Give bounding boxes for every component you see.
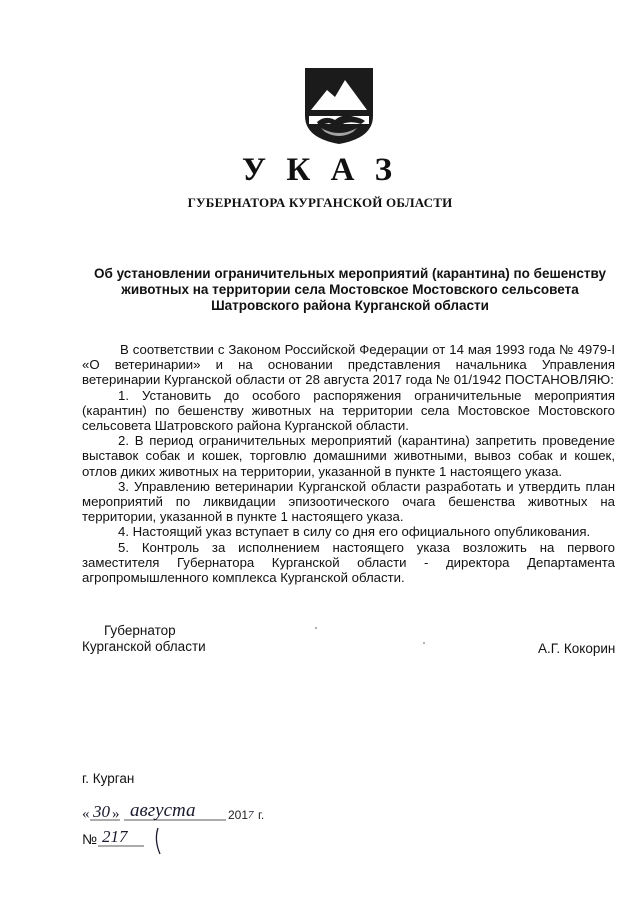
coat-of-arms-emblem — [303, 66, 375, 146]
clause-4: 4. Настоящий указ вступает в силу со дня его официального опубликования. — [118, 524, 591, 540]
date-day-handwritten: 30 — [93, 802, 110, 821]
issue-date — [82, 796, 302, 826]
heading-line: животных на территории села Мостовское Мостовского сельсовета — [121, 282, 579, 297]
signatory-position — [82, 623, 206, 655]
handwritten-stroke — [156, 828, 160, 854]
scan-speck — [315, 627, 317, 629]
scan-speck — [423, 642, 425, 644]
document-title: У К А З — [241, 152, 399, 188]
clause-1: 1. Установить до особого распоряжения ограничительные мероприятия (карантин) по бешенству животных на территории села Мостовское Мостовского сельсовета Шатровского района Курганской области. — [82, 387, 615, 434]
number-handwritten: 217 — [102, 827, 128, 846]
clause-5: 5. Контроль за исполнением настоящего указа возложить на первого заместителя Губернатора Курганской области - директора Департамента агропромышленного комплекса Курганской области. — [82, 539, 615, 586]
signatory-region: Курганской области — [82, 639, 206, 654]
date-close-quote: » — [112, 806, 120, 822]
date-month-handwritten: августа — [130, 800, 196, 821]
date-year-printed: 201 — [228, 808, 249, 822]
heading-line: Шатровского района Курганской области — [211, 298, 489, 313]
document-issuer: ГУБЕРНАТОРА КУРГАНСКОЙ ОБЛАСТИ — [187, 195, 453, 210]
date-open-quote: « — [82, 806, 90, 822]
clause-3: 3. Управлению ветеринарии Курганской области разработать и утвердить план мероприятий по ликвидации эпизоотического очага бешенства животных на территории, указанной в пункте 1 настоящего указа. — [82, 478, 615, 525]
document-body — [82, 342, 615, 585]
clause-2: 2. В период ограничительных мероприятий (карантина) запретить проведение выставок собак и кошек, торговлю домашними животными, вывоз собак и кошек, отлов диких животных на территории, указанной в пункте 1 настоящего указа. — [82, 433, 615, 479]
preamble-paragraph: В соответствии с Законом Российской Федерации от 14 мая 1993 года № 4979-I «О ветеринарии» и на основании представления начальника Управления ветеринарии Курганской области от 28 августа 2017 года № 01/1942 ПОСТАНОВЛЯЮ: — [82, 342, 615, 388]
document-heading — [90, 266, 610, 314]
date-year-handwritten: 7 — [248, 809, 254, 821]
heading-line: Об установлении ограничительных мероприятий (карантина) по бешенству — [94, 266, 606, 281]
signatory-name: А.Г. Кокорин — [538, 641, 616, 656]
date-year-label: г. — [258, 808, 265, 822]
signatory-title: Губернатор — [104, 623, 176, 638]
document-number — [82, 824, 202, 858]
issue-city: г. Курган — [82, 771, 135, 786]
number-sign: № — [82, 831, 98, 847]
